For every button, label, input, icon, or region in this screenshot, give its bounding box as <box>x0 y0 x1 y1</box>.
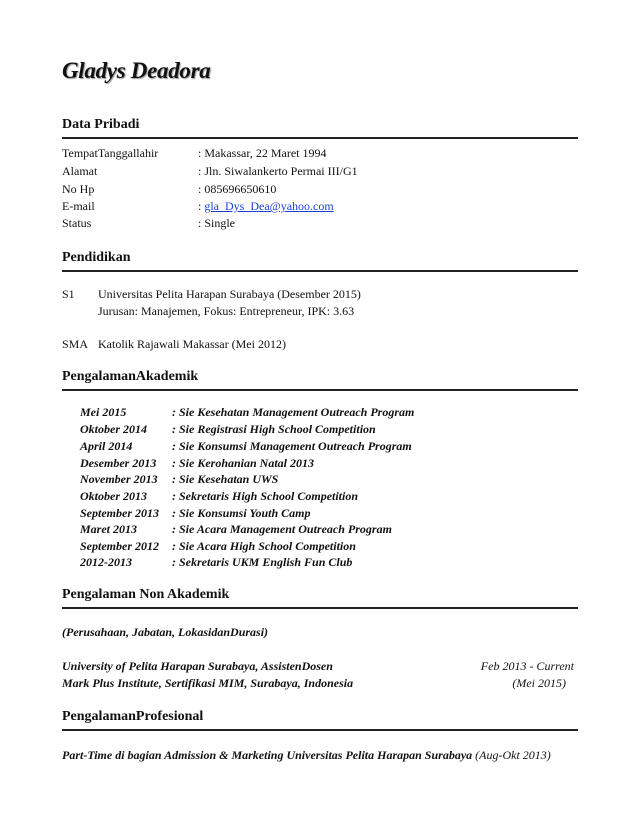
label-email: E-mail <box>62 199 95 213</box>
akad-role: : Sie Konsumsi Youth Camp <box>172 506 311 520</box>
akad-date: April 2014 <box>80 439 133 453</box>
profesional-text: Part-Time di bagian Admission & Marketing Universitas Pelita Harapan Surabaya <box>62 748 473 762</box>
edu-sma-line1: Katolik Rajawali Makassar (Mei 2012) <box>98 337 286 351</box>
akad-role: : Sie Kerohanian Natal 2013 <box>172 456 315 470</box>
label-address: Alamat <box>62 164 98 178</box>
label-status: Status <box>62 216 92 230</box>
email-link[interactable]: gla_Dys_Dea@yahoo.com <box>204 199 334 213</box>
section-title-non-akademik: Pengalaman Non Akademik <box>62 587 230 602</box>
value-phone: : 085696650610 <box>198 182 277 196</box>
non-akad-item: University of Pelita Harapan Surabaya, AssistenDosen <box>62 659 333 673</box>
value-birth: : Makassar, 22 Maret 1994 <box>198 146 327 160</box>
akad-date: 2012-2013 <box>80 555 132 569</box>
profesional-period: (Aug-Okt 2013) <box>475 748 551 762</box>
akad-date: Mei 2015 <box>80 405 127 419</box>
section-title-akademik: PengalamanAkademik <box>62 369 199 384</box>
section-divider <box>62 729 578 731</box>
akad-date: September 2013 <box>80 506 159 520</box>
label-phone: No Hp <box>62 182 95 196</box>
akad-date: Oktober 2013 <box>80 489 147 503</box>
candidate-name: Gladys Deadora <box>62 58 211 83</box>
edu-level-sma: SMA <box>62 337 89 351</box>
non-akad-header: (Perusahaan, Jabatan, LokasidanDurasi) <box>62 625 269 639</box>
akad-role: : Sie Kesehatan Management Outreach Program <box>172 405 415 419</box>
section-title-data-pribadi: Data Pribadi <box>62 117 140 132</box>
label-birth: TempatTanggallahir <box>62 146 159 160</box>
profesional-item <box>62 748 551 763</box>
edu-s1-line1: Universitas Pelita Harapan Surabaya (Desember 2015) <box>98 287 361 301</box>
section-title-pendidikan: Pendidikan <box>62 250 131 265</box>
non-akad-period: (Mei 2015) <box>512 676 566 690</box>
akad-date: September 2012 <box>80 539 159 553</box>
akad-role: : Sie Konsumsi Management Outreach Program <box>172 439 412 453</box>
akad-role: : Sie Kesehatan UWS <box>172 472 279 486</box>
section-divider <box>62 389 578 391</box>
section-divider <box>62 607 578 609</box>
akad-role: : Sekretaris UKM English Fun Club <box>172 555 353 569</box>
akad-role: : Sie Acara High School Competition <box>172 539 356 553</box>
akad-date: November 2013 <box>80 472 158 486</box>
akad-role: : Sie Registrasi High School Competition <box>172 422 376 436</box>
section-title-profesional: PengalamanProfesional <box>62 709 204 724</box>
akad-date: Oktober 2014 <box>80 422 147 436</box>
akad-role: : Sekretaris High School Competition <box>172 489 359 503</box>
value-address: : Jln. Siwalankerto Permai III/G1 <box>198 164 358 178</box>
value-status: : Single <box>198 216 236 230</box>
non-akad-period: Feb 2013 - Current <box>480 659 574 673</box>
akad-role: : Sie Acara Management Outreach Program <box>172 522 392 536</box>
edu-level-s1: S1 <box>62 287 75 301</box>
value-email <box>198 199 334 214</box>
edu-s1-line2: Jurusan: Manajemen, Fokus: Entrepreneur, IPK: 3.63 <box>98 304 355 318</box>
non-akad-item: Mark Plus Institute, Sertifikasi MIM, Surabaya, Indonesia <box>62 676 354 690</box>
akad-date: Desember 2013 <box>80 456 157 470</box>
section-divider <box>62 270 578 272</box>
email-prefix: : <box>198 199 205 213</box>
section-divider <box>62 137 578 139</box>
akad-date: Maret 2013 <box>80 522 137 536</box>
